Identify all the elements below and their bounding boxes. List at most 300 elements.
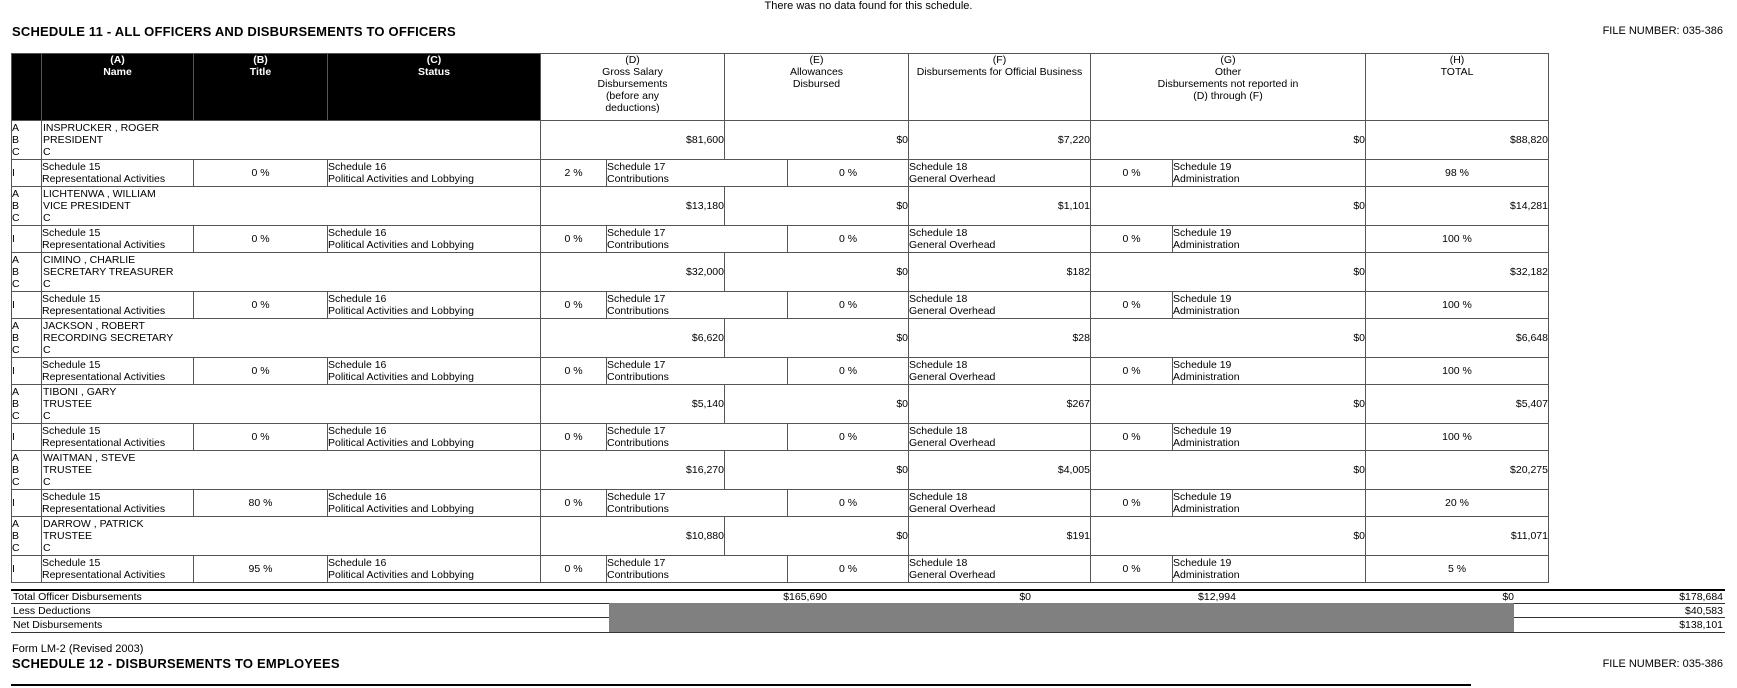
schedule-17-label-number: Schedule 17 [607, 227, 666, 239]
official-business: $1,101 [909, 187, 1091, 226]
schedule-15-label [42, 424, 194, 451]
officer-name: LICHTENWA , WILLIAM [43, 188, 156, 200]
schedule-18-label [909, 556, 1091, 583]
row-letter: A [12, 320, 20, 332]
schedule-17-pct: 0 % [788, 358, 909, 385]
allowances: $0 [725, 517, 909, 556]
officer-name-title-status [42, 319, 541, 358]
schedule-19-label-desc: Administration [1173, 503, 1240, 515]
schedule-15-label [42, 292, 194, 319]
schedule-16-pct: 2 % [541, 160, 607, 187]
less-label: Less Deductions [13, 605, 91, 617]
total-f: $12,994 [1198, 591, 1236, 603]
total: $32,182 [1366, 253, 1549, 292]
officer-name: TIBONI , GARY [43, 386, 117, 398]
schedule-15-label-number: Schedule 15 [42, 161, 101, 173]
schedule-18-label-desc: General Overhead [909, 437, 996, 449]
schedule-18-label-desc: General Overhead [909, 503, 996, 515]
schedule-18-label-number: Schedule 18 [909, 557, 968, 569]
header-h-code: (H) [1449, 54, 1465, 66]
officer-row [12, 319, 1549, 358]
other-disbursements: $0 [1091, 451, 1366, 490]
schedule-19-label [1173, 424, 1366, 451]
net-row [11, 618, 1725, 632]
schedule-15-label-number: Schedule 15 [42, 557, 101, 569]
schedule-19-label [1173, 358, 1366, 385]
allowances: $0 [725, 121, 909, 160]
gross-salary: $32,000 [541, 253, 725, 292]
schedule-16-label-desc: Political Activities and Lobbying [328, 173, 474, 185]
schedule-17-label-number: Schedule 17 [607, 161, 666, 173]
schedule-17-pct: 0 % [788, 160, 909, 187]
officer-name: WAITMAN , STEVE [43, 452, 136, 464]
schedule-15-label [42, 160, 194, 187]
row-letter-i: I [12, 424, 42, 451]
schedule-17-pct: 0 % [788, 556, 909, 583]
schedule-18-label [909, 226, 1091, 253]
total: $11,071 [1366, 517, 1549, 556]
header-g-line3: (D) through (F) [1193, 90, 1263, 102]
allocation-row [12, 556, 1549, 583]
schedule-16-label-number: Schedule 16 [328, 425, 387, 437]
row-letters-abc [12, 517, 42, 556]
officer-title: TRUSTEE [43, 398, 93, 410]
other-disbursements: $0 [1091, 187, 1366, 226]
schedule-15-pct: 0 % [194, 160, 328, 187]
schedule-15-label-number: Schedule 15 [42, 491, 101, 503]
row-letter: C [12, 212, 20, 224]
schedule-15-label [42, 556, 194, 583]
less-h: $40,583 [1685, 605, 1723, 617]
allocation-row [12, 358, 1549, 385]
schedule-11-title: SCHEDULE 11 - ALL OFFICERS AND DISBURSEMENTS TO OFFICERS [12, 24, 456, 39]
officer-name-title-status [42, 517, 541, 556]
row-letter-i: I [12, 490, 42, 517]
header-g-line2: Disbursements not reported in [1157, 78, 1299, 90]
row-letter: A [12, 122, 20, 134]
schedule-16-pct: 0 % [541, 424, 607, 451]
header-d-line1: Gross Salary [602, 66, 663, 78]
officer-row [12, 187, 1549, 226]
schedule-19-label [1173, 226, 1366, 253]
schedule-19-label-number: Schedule 19 [1173, 161, 1232, 173]
officer-status: C [43, 146, 51, 158]
row-letter: C [12, 344, 20, 356]
allocation-row [12, 160, 1549, 187]
total: $88,820 [1366, 121, 1549, 160]
schedule-15-pct: 80 % [194, 490, 328, 517]
schedule-17-label [607, 226, 788, 253]
row-letter: A [12, 254, 20, 266]
schedule-15-pct: 0 % [194, 424, 328, 451]
row-letter: C [12, 542, 20, 554]
schedule-17-label [607, 556, 788, 583]
officer-name: INSPRUCKER , ROGER [43, 122, 160, 134]
schedule-18-label-desc: General Overhead [909, 239, 996, 251]
row-letter: B [12, 200, 20, 212]
row-letter: A [12, 452, 20, 464]
schedule-16-label [328, 358, 541, 385]
official-business: $4,005 [909, 451, 1091, 490]
allocation-row [12, 226, 1549, 253]
allowances: $0 [725, 319, 909, 358]
schedule-18-label-desc: General Overhead [909, 173, 996, 185]
header-d-line3: (before any [605, 90, 660, 102]
header-e [725, 54, 909, 121]
row-letter-i: I [12, 292, 42, 319]
total: $5,407 [1366, 385, 1549, 424]
header-letters [12, 54, 42, 121]
header-row [12, 54, 1549, 121]
officer-name-title-status [42, 187, 541, 226]
other-disbursements: $0 [1091, 319, 1366, 358]
allowances: $0 [725, 451, 909, 490]
schedule-17-label-desc: Contributions [607, 437, 669, 449]
header-d [541, 54, 725, 121]
schedule-12-header-rule [11, 684, 1471, 686]
schedule-19-pct: 100 % [1366, 358, 1549, 385]
allowances: $0 [725, 253, 909, 292]
officer-row [12, 451, 1549, 490]
total-g: $0 [1502, 591, 1514, 603]
header-e-line2: Disbursed [792, 78, 841, 90]
schedule-19-label-desc: Administration [1173, 371, 1240, 383]
header-c [328, 54, 541, 121]
schedule-18-label-number: Schedule 18 [909, 293, 968, 305]
schedule-18-pct: 0 % [1091, 358, 1173, 385]
officer-row [12, 385, 1549, 424]
row-letters-abc [12, 451, 42, 490]
schedule-17-label-desc: Contributions [607, 371, 669, 383]
row-letter-i: I [12, 160, 42, 187]
allowances: $0 [725, 385, 909, 424]
schedule-16-pct: 0 % [541, 490, 607, 517]
other-disbursements: $0 [1091, 121, 1366, 160]
row-letters-abc [12, 385, 42, 424]
row-letter: C [12, 410, 20, 422]
schedule-16-label-number: Schedule 16 [328, 161, 387, 173]
officer-status: C [43, 344, 51, 356]
row-letter: C [12, 476, 20, 488]
officer-title: RECORDING SECRETARY [43, 332, 174, 344]
schedule-17-label-number: Schedule 17 [607, 557, 666, 569]
schedule-12-title: SCHEDULE 12 - DISBURSEMENTS TO EMPLOYEES [12, 656, 340, 671]
row-letter: C [12, 278, 20, 290]
other-disbursements: $0 [1091, 385, 1366, 424]
header-g [1091, 54, 1366, 121]
allocation-row [12, 292, 1549, 319]
allowances: $0 [725, 187, 909, 226]
schedule-19-label-desc: Administration [1173, 173, 1240, 185]
schedule-16-label-desc: Political Activities and Lobbying [328, 371, 474, 383]
schedule-15-label [42, 490, 194, 517]
schedule-15-label-desc: Representational Activities [42, 569, 166, 581]
schedule-15-label [42, 226, 194, 253]
officer-row [12, 253, 1549, 292]
schedule-16-label [328, 556, 541, 583]
schedule-16-label-number: Schedule 16 [328, 293, 387, 305]
total: $20,275 [1366, 451, 1549, 490]
schedule-16-label-desc: Political Activities and Lobbying [328, 437, 474, 449]
schedule-18-label-desc: General Overhead [909, 305, 996, 317]
officer-title: TRUSTEE [43, 530, 93, 542]
schedule-17-label-number: Schedule 17 [607, 425, 666, 437]
net-label: Net Disbursements [13, 619, 103, 631]
schedule-15-pct: 0 % [194, 226, 328, 253]
header-d-line2: Disbursements [597, 78, 668, 90]
schedule-19-pct: 100 % [1366, 424, 1549, 451]
schedule-18-label-number: Schedule 18 [909, 359, 968, 371]
schedule-17-label-desc: Contributions [607, 239, 669, 251]
schedule-17-pct: 0 % [788, 424, 909, 451]
other-disbursements: $0 [1091, 253, 1366, 292]
schedule-15-label-desc: Representational Activities [42, 437, 166, 449]
officer-name: DARROW , PATRICK [43, 518, 144, 530]
allocation-row [12, 490, 1549, 517]
officer-name-title-status [42, 385, 541, 424]
officer-title: VICE PRESIDENT [43, 200, 131, 212]
row-letter: A [12, 518, 20, 530]
row-letter: B [12, 464, 20, 476]
header-g-code: (G) [1220, 54, 1236, 66]
schedule-16-label-number: Schedule 16 [328, 227, 387, 239]
official-business: $7,220 [909, 121, 1091, 160]
schedule-16-label [328, 424, 541, 451]
schedule-18-pct: 0 % [1091, 160, 1173, 187]
schedule-17-label-number: Schedule 17 [607, 293, 666, 305]
schedule-17-label-number: Schedule 17 [607, 359, 666, 371]
header-a [42, 54, 194, 121]
schedule-17-label-desc: Contributions [607, 173, 669, 185]
schedule-16-label [328, 292, 541, 319]
schedule-17-pct: 0 % [788, 292, 909, 319]
schedule-18-label-desc: General Overhead [909, 371, 996, 383]
header-h [1366, 54, 1549, 121]
schedule-19-label-desc: Administration [1173, 569, 1240, 581]
officer-status: C [43, 476, 51, 488]
row-letters-abc [12, 253, 42, 292]
schedule-18-label [909, 490, 1091, 517]
schedule-16-label-desc: Political Activities and Lobbying [328, 305, 474, 317]
total-h: $178,684 [1679, 591, 1723, 603]
schedule-15-label-number: Schedule 15 [42, 425, 101, 437]
schedule-18-pct: 0 % [1091, 490, 1173, 517]
row-letter: A [12, 386, 20, 398]
officer-row [12, 121, 1549, 160]
schedule-16-label-desc: Political Activities and Lobbying [328, 503, 474, 515]
row-letter-i: I [12, 358, 42, 385]
schedule-11-file-number: FILE NUMBER: 035-386 [1602, 25, 1723, 37]
gross-salary: $16,270 [541, 451, 725, 490]
other-disbursements: $0 [1091, 517, 1366, 556]
schedule-19-label [1173, 292, 1366, 319]
schedule-15-label-desc: Representational Activities [42, 503, 166, 515]
schedule-19-label [1173, 160, 1366, 187]
header-a-code: (A) [110, 54, 125, 66]
officer-name-title-status [42, 253, 541, 292]
schedule-19-label [1173, 490, 1366, 517]
official-business: $191 [909, 517, 1091, 556]
row-letter: B [12, 332, 20, 344]
row-letters-abc [12, 319, 42, 358]
schedule-18-label [909, 424, 1091, 451]
schedule-16-pct: 0 % [541, 556, 607, 583]
official-business: $28 [909, 319, 1091, 358]
schedule-16-pct: 0 % [541, 226, 607, 253]
schedule-18-label [909, 358, 1091, 385]
schedule-17-label [607, 424, 788, 451]
schedule-19-label-number: Schedule 19 [1173, 227, 1232, 239]
total: $14,281 [1366, 187, 1549, 226]
total-label: Total Officer Disbursements [13, 591, 142, 603]
schedule-19-pct: 98 % [1366, 160, 1549, 187]
schedule-16-label-number: Schedule 16 [328, 491, 387, 503]
row-letter-i: I [12, 226, 42, 253]
officer-name-title-status [42, 121, 541, 160]
schedule-19-pct: 5 % [1366, 556, 1549, 583]
schedule-19-label-number: Schedule 19 [1173, 293, 1232, 305]
rule-3 [11, 632, 1725, 633]
header-d-code: (D) [625, 54, 640, 66]
schedule-15-label-desc: Representational Activities [42, 305, 166, 317]
schedule-16-pct: 0 % [541, 358, 607, 385]
total-row [11, 590, 1725, 604]
schedule-15-label-desc: Representational Activities [42, 239, 166, 251]
officer-name: CIMINO , CHARLIE [43, 254, 136, 266]
schedule-19-label [1173, 556, 1366, 583]
header-a-label: Name [103, 66, 132, 78]
header-f [909, 54, 1091, 121]
row-letter: C [12, 146, 20, 158]
row-letters-abc [12, 187, 42, 226]
official-business: $182 [909, 253, 1091, 292]
net-h: $138,101 [1679, 619, 1723, 631]
schedule-16-pct: 0 % [541, 292, 607, 319]
row-letters-abc [12, 121, 42, 160]
schedule-16-label [328, 226, 541, 253]
row-letter-i: I [12, 556, 42, 583]
schedule-15-pct: 95 % [194, 556, 328, 583]
officer-status: C [43, 278, 51, 290]
header-e-line1: Allowances [789, 66, 844, 78]
gross-salary: $5,140 [541, 385, 725, 424]
schedule-18-pct: 0 % [1091, 292, 1173, 319]
header-e-code: (E) [809, 54, 824, 66]
officer-name: JACKSON , ROBERT [43, 320, 145, 332]
schedule-19-label-desc: Administration [1173, 437, 1240, 449]
row-letter: B [12, 398, 20, 410]
header-b-code: (B) [253, 54, 268, 66]
schedule-18-label-number: Schedule 18 [909, 491, 968, 503]
header-c-code: (C) [426, 54, 442, 66]
schedule-17-label-number: Schedule 17 [607, 491, 666, 503]
header-d-line4: deductions) [605, 102, 660, 114]
row-letter: B [12, 530, 20, 542]
schedule-19-label-number: Schedule 19 [1173, 359, 1232, 371]
schedule-19-label-desc: Administration [1173, 305, 1240, 317]
officer-title: TRUSTEE [43, 464, 93, 476]
officers-table [11, 53, 1549, 583]
schedule-16-label [328, 490, 541, 517]
header-c-label: Status [417, 66, 451, 78]
officer-title: PRESIDENT [43, 134, 104, 146]
schedule-16-label-desc: Political Activities and Lobbying [328, 239, 474, 251]
schedule-18-label [909, 292, 1091, 319]
header-h-label: TOTAL [1440, 66, 1474, 78]
schedule-18-pct: 0 % [1091, 424, 1173, 451]
form-label: Form LM-2 (Revised 2003) [12, 643, 144, 655]
schedule-15-pct: 0 % [194, 358, 328, 385]
official-business: $267 [909, 385, 1091, 424]
schedule-17-label-desc: Contributions [607, 503, 669, 515]
schedule-15-label-number: Schedule 15 [42, 359, 101, 371]
schedule-16-label-number: Schedule 16 [328, 359, 387, 371]
header-b [194, 54, 328, 121]
schedule-18-label-number: Schedule 18 [909, 227, 968, 239]
gross-salary: $13,180 [541, 187, 725, 226]
row-letter: A [12, 188, 20, 200]
officer-status: C [43, 542, 51, 554]
schedule-12-file-number: FILE NUMBER: 035-386 [1602, 658, 1723, 670]
schedule-17-label-desc: Contributions [607, 305, 669, 317]
schedule-15-label-desc: Representational Activities [42, 371, 166, 383]
total: $6,648 [1366, 319, 1549, 358]
schedule-16-label-desc: Political Activities and Lobbying [328, 569, 474, 581]
header-f-code: (F) [992, 54, 1007, 66]
schedule-19-label-desc: Administration [1173, 239, 1240, 251]
row-letter: B [12, 266, 20, 278]
schedule-17-label [607, 490, 788, 517]
schedule-15-pct: 0 % [194, 292, 328, 319]
schedule-17-pct: 0 % [788, 490, 909, 517]
schedule-15-label-number: Schedule 15 [42, 293, 101, 305]
schedule-18-pct: 0 % [1091, 226, 1173, 253]
schedule-18-label-desc: General Overhead [909, 569, 996, 581]
officer-name-title-status [42, 451, 541, 490]
total-d: $165,690 [783, 591, 827, 603]
schedule-17-label [607, 292, 788, 319]
row-letter: B [12, 134, 20, 146]
schedule-18-label-number: Schedule 18 [909, 425, 968, 437]
schedule-18-pct: 0 % [1091, 556, 1173, 583]
schedule-18-label [909, 160, 1091, 187]
header-b-label: Title [249, 66, 272, 78]
schedule-19-pct: 100 % [1366, 292, 1549, 319]
officer-status: C [43, 410, 51, 422]
gross-salary: $6,620 [541, 319, 725, 358]
total-e: $0 [1019, 591, 1031, 603]
schedule-17-label [607, 160, 788, 187]
schedule-19-pct: 20 % [1366, 490, 1549, 517]
schedule-19-label-number: Schedule 19 [1173, 491, 1232, 503]
header-f-line1: Disbursements for Official Business [916, 66, 1083, 78]
header-g-line1: Other [1214, 66, 1242, 78]
schedule-19-pct: 100 % [1366, 226, 1549, 253]
schedule-15-label-desc: Representational Activities [42, 173, 166, 185]
schedule-15-label [42, 358, 194, 385]
no-data-notice: There was no data found for this schedule. [764, 0, 973, 12]
officer-row [12, 517, 1549, 556]
schedule-16-label-number: Schedule 16 [328, 557, 387, 569]
schedule-19-label-number: Schedule 19 [1173, 557, 1232, 569]
schedule-18-label-number: Schedule 18 [909, 161, 968, 173]
officer-title: SECRETARY TREASURER [43, 266, 174, 278]
schedule-15-label-number: Schedule 15 [42, 227, 101, 239]
gross-salary: $10,880 [541, 517, 725, 556]
schedule-17-label [607, 358, 788, 385]
allocation-row [12, 424, 1549, 451]
schedule-16-label [328, 160, 541, 187]
